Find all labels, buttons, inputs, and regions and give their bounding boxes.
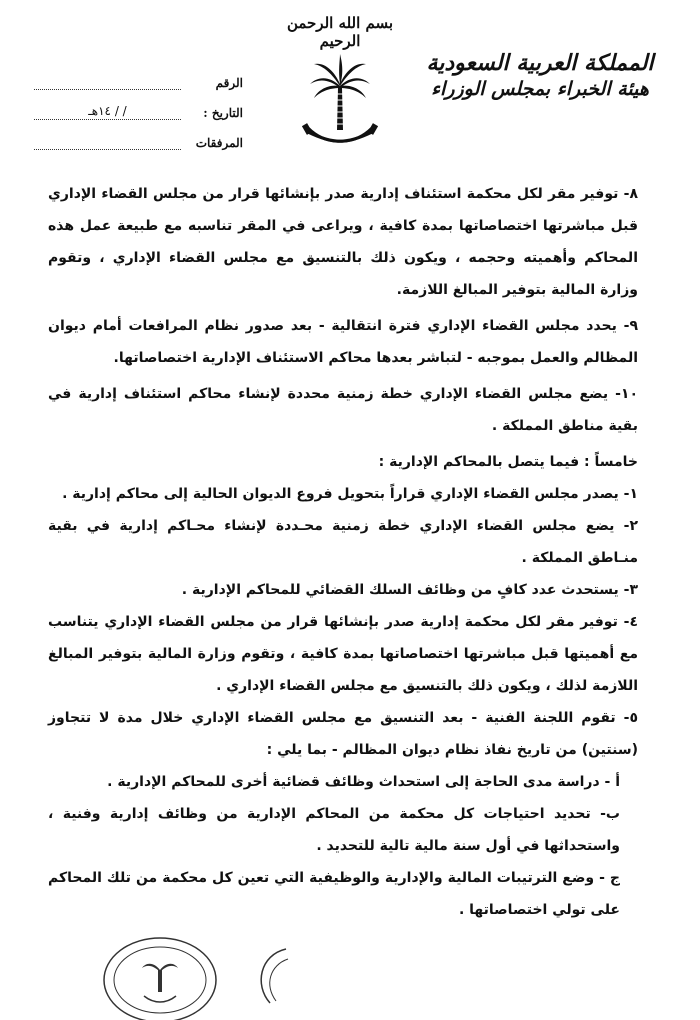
section-5-title: خامساً : فيما يتصل بالمحاكم الإدارية : (378, 454, 638, 470)
section-5-item-5: ٥- تقوم اللجنة الفنية - بعد التنسيق مع مجلس القضاء الإداري خلال مدة لا تتجاوز (سنتين) من تاريخ نفاذ نظام ديوان المظالم - بما يلي : (48, 710, 638, 758)
ref-attachments-line (34, 135, 181, 150)
document-body (48, 178, 638, 926)
ref-attachments-label: المرفقات (195, 136, 243, 150)
section-5-item-1: ١- يصدر مجلس القضاء الإداري قراراً بتحويل فروع الديوان الحالية إلى محاكم إدارية . (62, 486, 638, 502)
ref-number-label: الرقم (215, 76, 243, 90)
section-5-item-5b: ب- تحديد احتياجات كل محكمة من المحاكم الإدارية من وظائف إدارية وفنية ، واستحداثها في أول سنة مالية تالية للتحديد . (48, 806, 620, 854)
org-body: هيئة الخبراء بمجلس الوزراء (431, 78, 649, 100)
partial-seal-icon (250, 945, 290, 1005)
org-country: المملكة العربية السعودية (426, 50, 654, 76)
ref-number-row (28, 60, 243, 90)
item-8: ٨- توفير مقر لكل محكمة استئناف إدارية صدر بإنشائها قرار من مجلس القضاء الإداري قبل مباشرتها اختصاصاتها بمدة كافية ، ويراعى في المقر تناسبه مع طبيعة عمل هذه المحاكم وأهميته وحجمه ، ويكون ذلك بالتنسيق مع مجلس القضاء الإداري ، وتقوم وزارة المالية بتوفير المبالغ اللازمة. (48, 186, 638, 298)
letterhead-organization (410, 50, 670, 100)
section-5-item-5c: ج - وضع الترتيبات المالية والإدارية والوظيفية التي تعين كل محكمة من تلك المحاكم على تولي اختصاصاتها . (48, 870, 620, 918)
section-5-item-3: ٣- يستحدث عدد كافٍ من وظائف السلك القضائي للمحاكم الإدارية . (181, 582, 638, 598)
official-seal-icon (100, 930, 220, 1020)
ref-attachments-row (28, 120, 243, 150)
ref-date-line (34, 105, 181, 120)
section-5-item-5a: أ - دراسة مدى الحاجة إلى استحداث وظائف قضائية أخرى للمحاكم الإدارية . (107, 774, 620, 790)
ref-date-label: التاريخ : (203, 106, 243, 120)
item-9: ٩- يحدد مجلس القضاء الإداري فترة انتقالية - بعد صدور نظام المرافعات أمام ديوان المظالم والعمل بموجبه - لتباشر بعدها محاكم الاستئناف الإدارية اختصاصاتها. (48, 318, 638, 366)
section-5-item-2: ٢- يضع مجلس القضاء الإداري خطة زمنية محـددة لإنشاء محـاكم إدارية في بقية منـاطق المملكة . (48, 518, 638, 566)
section-5-item-4: ٤- توفير مقر لكل محكمة إدارية صدر بإنشائها قرار من مجلس القضاء الإداري يتناسب مع أهميتها قبل مباشرتها اختصاصاتها بمدة كافية ، وتقوم وزارة المالية بتوفير المبالغ اللازمة لذلك ، ويكون ذلك بالتنسيق مع مجلس القضاء الإداري . (48, 614, 638, 694)
item-10: ١٠- يضع مجلس القضاء الإداري خطة زمنية محددة لإنشاء محاكم استئناف إدارية في بقية مناطق المملكة . (48, 386, 638, 434)
saudi-emblem-icon (302, 50, 378, 154)
ref-date-row (28, 90, 243, 120)
basmala: بسم الله الرحمن الرحيم (286, 14, 394, 50)
reference-block (28, 60, 243, 150)
ref-number-line (34, 75, 181, 90)
ref-date-value: / / ١٤هـ (88, 104, 127, 118)
